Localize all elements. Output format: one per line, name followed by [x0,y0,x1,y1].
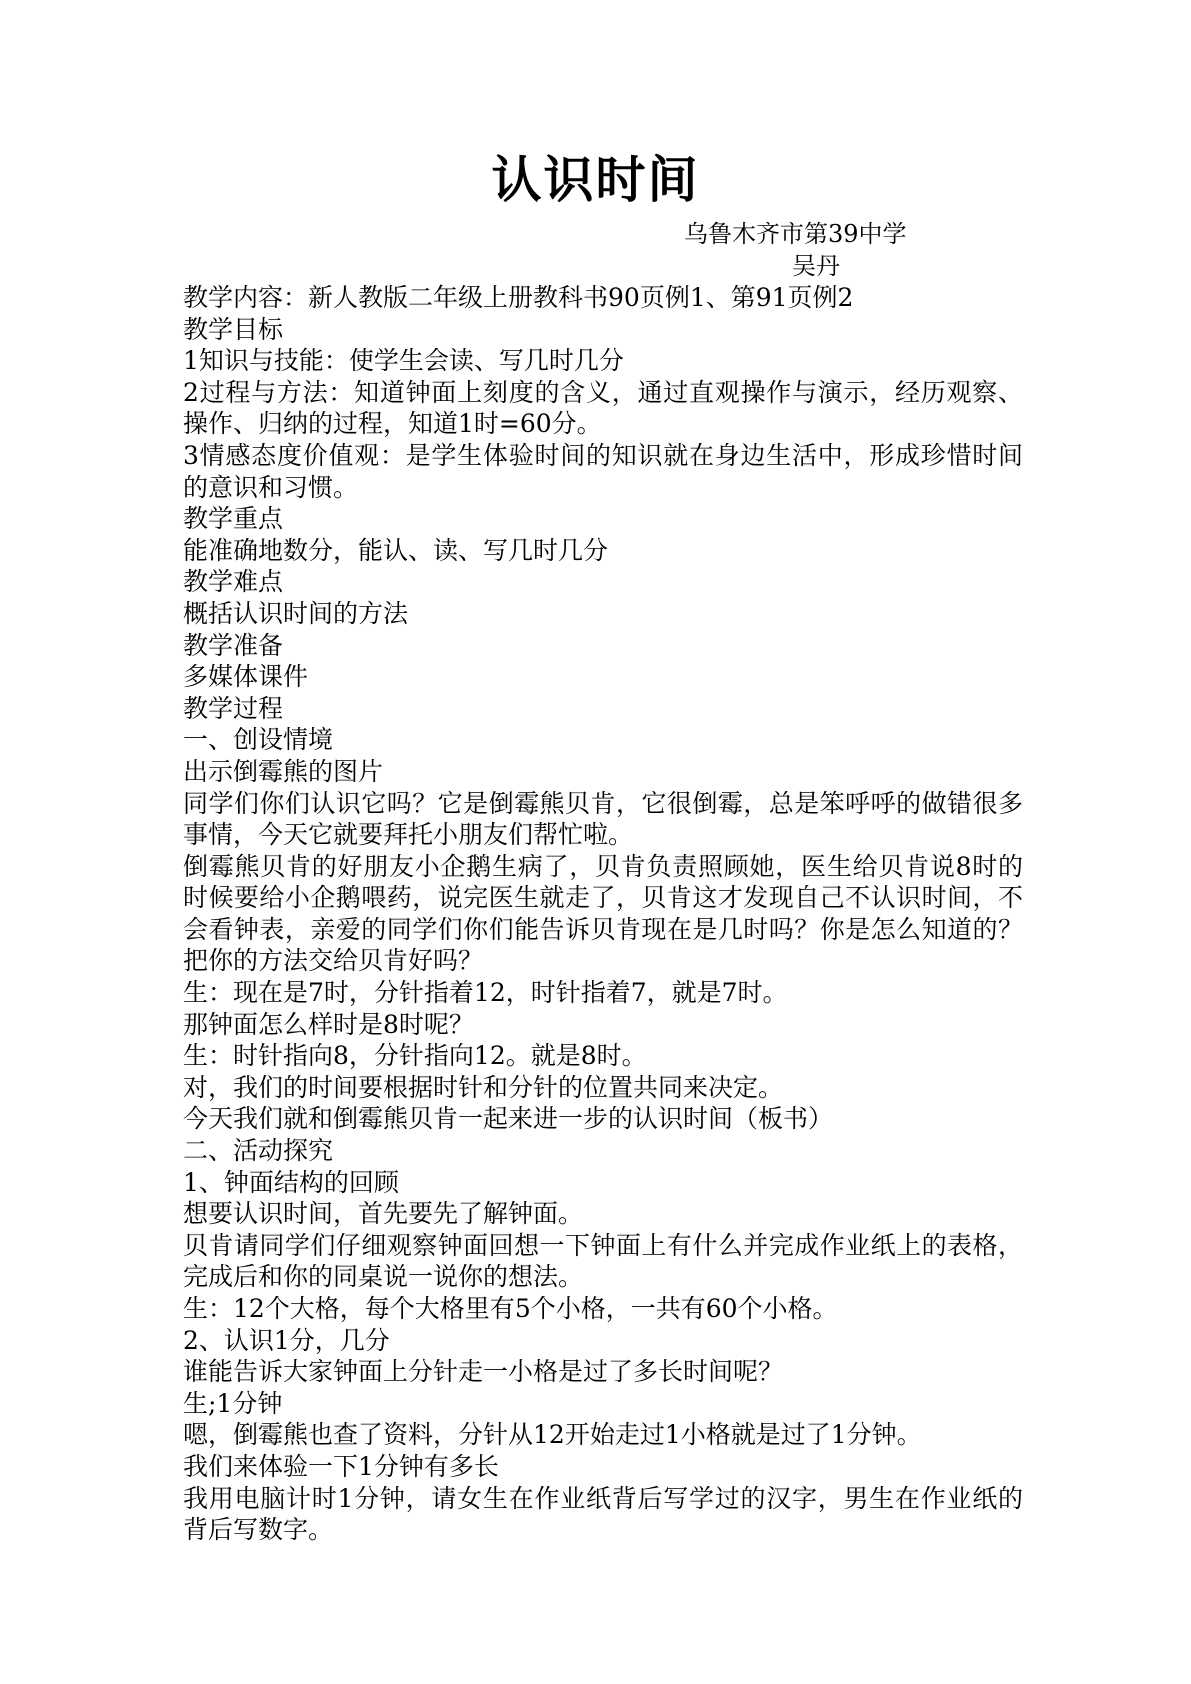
paragraph: 对，我们的时间要根据时针和分针的位置共同来决定。 [183,1072,784,1102]
document-body [183,282,1023,1546]
paragraph: 2过程与方法：知道钟面上刻度的含义，通过直观操作与演示，经历观察、操作、归纳的过程，知道1时=60分。 [183,377,1023,439]
paragraph: 1知识与技能：使学生会读、写几时几分 [183,346,624,376]
paragraph: 生：12个大格，每个大格里有5个小格，一共有60个小格。 [183,1294,838,1323]
school-name: 乌鲁木齐市第39中学 [684,220,907,248]
paragraph: 3情感态度价值观：是学生体验时间的知识就在身边生活中，形成珍惜时间的意识和习惯。 [183,440,1023,502]
subsection-heading: 一、创设情境 [183,725,334,755]
section-heading: 教学准备 [183,630,284,660]
paragraph: 同学们你们认识它吗？它是倒霉熊贝肯，它很倒霉，总是笨呼呼的做错很多事情，今天它就要拜托小朋友们帮忙啦。 [183,788,1023,850]
paragraph: 我们来体验一下1分钟有多长 [183,1451,499,1481]
paragraph: 教学内容：新人教版二年级上册教科书90页例1、第91页例2 [183,283,854,312]
paragraph: 生：时针指向8，分针指向12。就是8时。 [183,1041,647,1071]
section-heading: 教学目标 [183,314,284,344]
paragraph: 概括认识时间的方法 [183,598,409,628]
subsection-heading: 1、钟面结构的回顾 [183,1167,399,1197]
subsection-heading: 二、活动探究 [183,1136,334,1166]
paragraph: 今天我们就和倒霉熊贝肯一起来进一步的认识时间（板书） [183,1104,834,1134]
section-heading: 教学重点 [183,504,284,534]
paragraph: 多媒体课件 [183,662,309,692]
paragraph: 倒霉熊贝肯的好朋友小企鹅生病了，贝肯负责照顾她，医生给贝肯说8时的时候要给小企鹅喂药，说完医生就走了，贝肯这才发现自己不认识时间，不会看钟表，亲爱的同学们你们能告诉贝肯现在是几时吗？你是怎么知道的？把你的方法交给贝肯好吗？ [183,851,1023,976]
paragraph: 谁能告诉大家钟面上分针走一小格是过了多长时间呢？ [183,1357,784,1387]
paragraph: 贝肯请同学们仔细观察钟面回想一下钟面上有什么并完成作业纸上的表格，完成后和你的同桌说一说你的想法。 [183,1230,1023,1292]
document-title: 认识时间 [491,151,700,209]
paragraph: 生;1分钟 [183,1388,283,1418]
paragraph: 出示倒霉熊的图片 [183,756,384,786]
subsection-heading: 2、认识1分，几分 [183,1325,390,1355]
paragraph: 生：现在是7时，分针指着12，时针指着7，就是7时。 [183,978,788,1008]
section-heading: 教学过程 [183,693,284,723]
paragraph: 想要认识时间，首先要先了解钟面。 [183,1199,584,1229]
paragraph: 那钟面怎么样时是8时呢？ [183,1009,474,1039]
paragraph: 我用电脑计时1分钟，请女生在作业纸背后写学过的汉字，男生在作业纸的背后写数字。 [183,1483,1023,1545]
section-heading: 教学难点 [183,567,284,597]
author-name: 吴丹 [792,252,840,280]
paragraph: 能准确地数分，能认、读、写几时几分 [183,535,609,565]
paragraph: 嗯，倒霉熊也查了资料，分针从12开始走过1小格就是过了1分钟。 [183,1420,922,1450]
